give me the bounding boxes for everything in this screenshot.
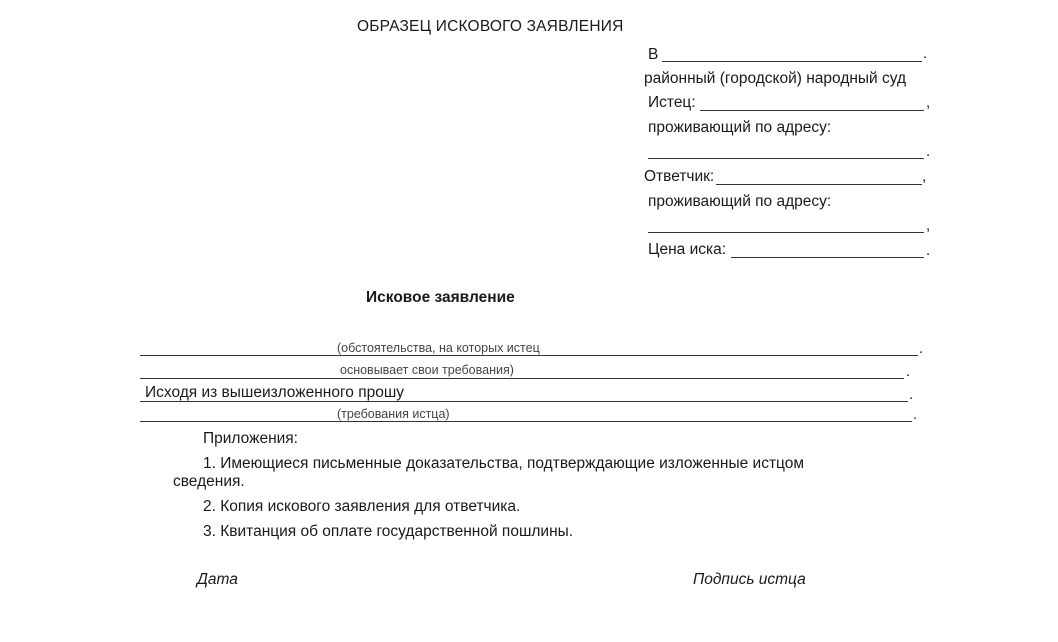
attachment-item-2: 2. Копия искового заявления для ответчика. <box>203 498 521 515</box>
plaintiff-comma: , <box>926 94 931 111</box>
circumstances-hint-2: основывает свои требования) <box>340 363 514 377</box>
circumstances-period-1: . <box>919 340 924 357</box>
plaintiff-label: Истец: <box>648 94 696 111</box>
attachment-item-1: 1. Имеющиеся письменные доказательства, подтверждающие изложенные истцом <box>203 455 805 472</box>
court-prefix: В <box>648 46 659 63</box>
circumstances-hint-1: (обстоятельства, на которых истец <box>337 341 540 355</box>
plaintiff-address-line[interactable] <box>648 158 924 159</box>
court-type-label: районный (городской) народный суд <box>644 70 907 87</box>
circumstances-line-1[interactable] <box>140 355 918 356</box>
attachment-item-3: 3. Квитанция об оплате государственной пошлины. <box>203 523 574 540</box>
claim-price-period: . <box>926 242 931 259</box>
demands-period: . <box>913 406 918 423</box>
defendant-comma: , <box>922 168 927 185</box>
request-text: Исходя из вышеизложенного прошу <box>145 384 405 401</box>
claim-heading: Исковое заявление <box>366 289 515 306</box>
date-label: Дата <box>197 571 238 588</box>
demands-line[interactable] <box>140 421 912 422</box>
plaintiff-address-label: проживающий по адресу: <box>648 119 832 136</box>
claim-price-line[interactable] <box>731 257 924 258</box>
circumstances-line-2[interactable] <box>140 378 904 379</box>
defendant-address-label: проживающий по адресу: <box>648 193 832 210</box>
defendant-address-comma: , <box>926 217 931 234</box>
attachments-label: Приложения: <box>203 430 298 447</box>
claim-price-label: Цена иска: <box>648 241 727 258</box>
demands-hint: (требования истца) <box>337 407 450 421</box>
document-title: ОБРАЗЕЦ ИСКОВОГО ЗАЯВЛЕНИЯ <box>357 18 624 35</box>
plaintiff-line[interactable] <box>700 110 924 111</box>
plaintiff-address-period: . <box>926 143 931 160</box>
defendant-line[interactable] <box>716 184 922 185</box>
request-line[interactable] <box>140 401 908 402</box>
circumstances-period-2: . <box>906 363 911 380</box>
court-period: . <box>923 45 928 62</box>
signature-label: Подпись истца <box>693 571 806 588</box>
attachment-item-1-cont: сведения. <box>173 473 245 490</box>
request-period: . <box>909 386 914 403</box>
court-name-line[interactable] <box>662 61 922 62</box>
defendant-address-line[interactable] <box>648 232 924 233</box>
defendant-label: Ответчик: <box>644 168 715 185</box>
